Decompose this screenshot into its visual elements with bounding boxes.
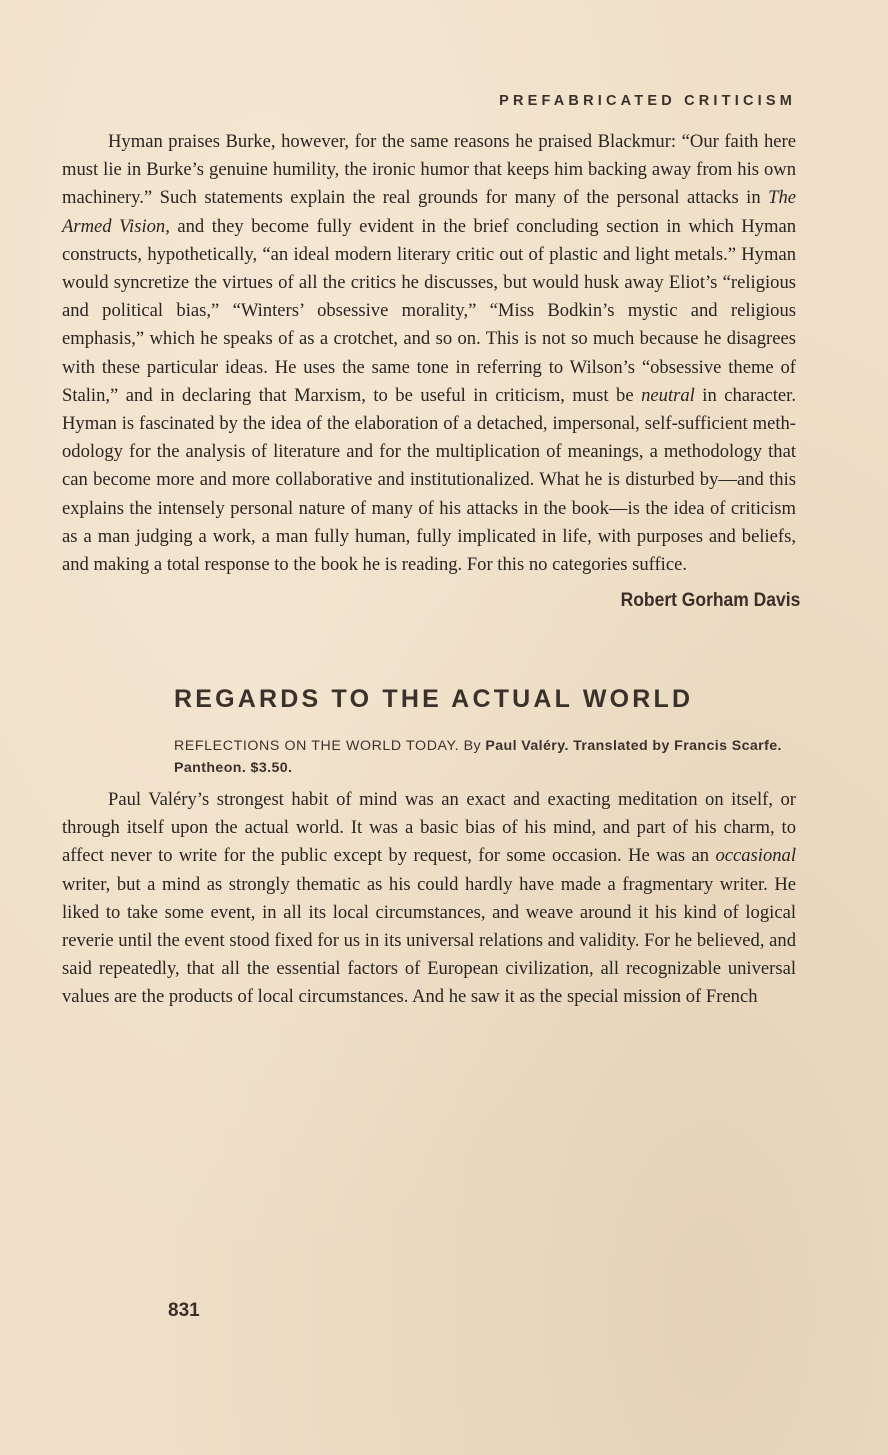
book-title: REFLECTIONS ON THE WORLD TODAY. xyxy=(174,738,460,754)
bibliographic-note xyxy=(174,735,796,779)
text-run: Hyman praises Burke, however, for the same reasons he praised Blackmur: “Our faith here must lie in Burke’s genuine humility, the ironic humor that keeps him backing away from his own machinery.” Such statements explain the real grounds for many of the personal attacks in xyxy=(62,131,796,209)
text-run: and they become fully evident in the brief concluding section in which Hyman constructs, hypothetically, “an ideal modern literary critic out of plastic and light metals.” Hyman would syncretize the virtues of all the critics he discusses, but would husk away Eliot’s “religious and political bias,” “Winters’ obsessive morality,” “Miss Bodkin’s mystic and religious emphasis,” which he speaks of as a crotchet, and so on. This is not so much because he disagrees with these particular ideas. He uses the same tone in referring to Wilson’s “obsessive theme of Stalin,” and in declaring that Marxism, to be useful in criticism, must be xyxy=(62,215,796,406)
publisher: Pantheon. xyxy=(174,760,247,776)
translator: Translated by Francis Scarfe. xyxy=(573,738,782,754)
review-body-paragraph xyxy=(62,128,796,579)
price: $3.50. xyxy=(250,760,293,776)
review-body-paragraph xyxy=(62,786,796,1012)
paragraph-text xyxy=(62,128,796,579)
italic-emphasis: occasional xyxy=(715,845,796,867)
reviewer-signature: Robert Gorham Davis xyxy=(620,590,800,611)
by-word: By xyxy=(463,738,482,754)
author-name: Paul Valéry. xyxy=(485,738,569,754)
text-run: in character. Hyman is fascinated by the idea of the elaboration of a detached, impersonal, self-sufficient methodology for the analysis of literature and for the multiplication of meanings, a methodology that can become more and more collaborative and institutionalized. What he is disturbed by—and this explains the intensely personal nature of many of his attacks in the book—is the idea of criticism as a man judging a work, a man fully human, fully implicated in life, with purposes and beliefs, and making a total response to the book he is reading. For this no categories suffice. xyxy=(62,384,796,576)
review-title: REGARDS TO THE ACTUAL WORLD xyxy=(174,685,694,713)
italic-emphasis: neutral xyxy=(641,384,695,406)
running-head: PREFABRICATED CRITICISM xyxy=(499,93,796,109)
italic-book-title: The Armed Vision, xyxy=(62,187,796,237)
paragraph-text xyxy=(62,786,796,1012)
page-number: 831 xyxy=(168,1300,200,1321)
text-run: writer, but a mind as strongly thematic as his could hardly have made a fragmentary writer. He liked to take some event, in all its local circumstances, and weave around it his kind of logical reverie until the event stood fixed for us in its universal relations and validity. For he believed, and said repeatedly, that all the essential factors of European civilization, all recognizable universal values are the products of local circumstances. And he saw it as the special mission of French xyxy=(62,873,796,1008)
text-run: Paul Valéry’s strongest habit of mind was an exact and exacting meditation on itself, or through itself upon the actual world. It was a basic bias of his mind, and part of his charm, to affect never to write for the public except by request, for some occasion. He was an xyxy=(62,789,796,867)
